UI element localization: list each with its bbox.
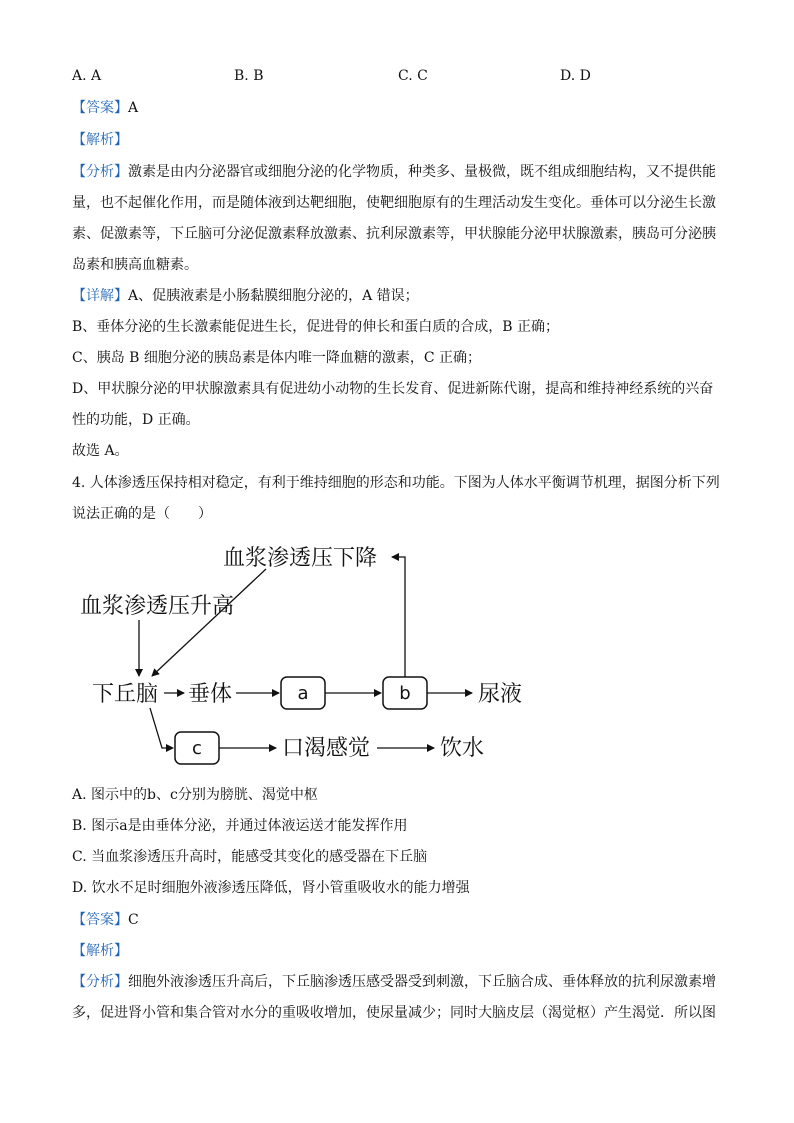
answer-value: C (128, 912, 139, 928)
q4-option-c: C. 当血浆渗透压升高时，能感受其变化的感受器在下丘脑 (72, 849, 428, 865)
q4-option-d: D. 饮水不足时细胞外液渗透压降低，肾小管重吸收水的能力增强 (72, 880, 470, 896)
xiangjie-tag: 【详解】 (72, 288, 128, 304)
fenxi-text: 细胞外液渗透压升高后，下丘脑渗透压感受器受到刺激，下丘脑合成、垂体释放的抗利尿激素增 (128, 974, 716, 990)
option-c: C. C (398, 68, 428, 84)
option-b: B. B (234, 68, 264, 84)
option-a: A. A (72, 68, 102, 84)
node-drink-water: 饮水 (440, 736, 485, 761)
q3-fenxi-line: 岛素和胰高血糖素。 (72, 257, 198, 273)
q4-analysis-tag: 【解析】 (72, 943, 128, 959)
q3-fenxi-line: 量，也不起催化作用，而是随体液到达靶细胞，使靶细胞原有的生理活动发生变化。垂体可以分泌生长激 (72, 195, 716, 211)
node-plasma-osmotic-increase: 血浆渗透压升高 (80, 594, 235, 619)
answer-tag: 【答案】 (72, 100, 128, 116)
answer-value: A (128, 100, 139, 116)
q3-xiangjie-line: D、甲状腺分泌的甲状腺激素具有促进幼小动物的生长发育、促进新陈代谢，提高和维持神经系统的兴奋 (72, 381, 714, 397)
q4-answer (72, 910, 139, 930)
box-c-label: c (192, 738, 202, 759)
q4-option-b: B. 图示a是由垂体分泌，并通过体液运送才能发挥作用 (72, 818, 408, 834)
q3-xiangjie-line: 性的功能，D 正确。 (72, 412, 200, 428)
node-hypothalamus: 下丘脑 (92, 682, 159, 707)
q4-stem-line: 4. 人体渗透压保持相对稳定，有利于维持细胞的形态和功能。下图为人体水平衡调节机理，据图分析下列 (72, 475, 720, 491)
node-pituitary: 垂体 (188, 682, 233, 707)
xiangjie-text: A、促胰液素是小肠黏膜细胞分泌的，A 错误； (128, 288, 419, 304)
q4-stem-line: 说法正确的是（ ） (72, 506, 212, 522)
fenxi-tag: 【分析】 (72, 164, 128, 180)
option-d: D. D (560, 68, 591, 84)
water-balance-diagram (70, 536, 540, 776)
answer-tag: 【答案】 (72, 912, 128, 928)
q3-xiangjie-line: B、垂体分泌的生长激素能促进生长，促进骨的伸长和蛋白质的合成，B 正确； (72, 319, 560, 335)
arrow-hypothalamus-to-c (150, 708, 173, 748)
box-b-label: b (399, 683, 411, 704)
q3-answer (72, 98, 138, 118)
q4-fenxi-line (72, 972, 716, 992)
box-a-label: a (297, 683, 309, 704)
node-plasma-osmotic-decrease: 血浆渗透压下降 (223, 546, 378, 571)
q3-fenxi-line (72, 162, 716, 182)
q3-analysis-tag: 【解析】 (72, 132, 128, 148)
q3-conclusion: 故选 A。 (72, 443, 129, 459)
node-urine: 尿液 (478, 682, 523, 707)
q3-xiangjie-line (72, 286, 419, 306)
q4-fenxi-line: 多，促进肾小管和集合管对水分的重吸收增加，使尿量减少；同时大脑皮层（渴觉枢）产生渴觉．所以图 (72, 1005, 716, 1021)
arrow-decrease-to-hypothalamus (152, 569, 266, 676)
q3-fenxi-line: 素、促激素等，下丘脑可分泌促激素释放激素、抗利尿激素等，甲状腺能分泌甲状腺激素，胰岛可分泌胰 (72, 226, 716, 242)
fenxi-text: 激素是由内分泌器官或细胞分泌的化学物质，种类多、量极微，既不组成细胞结构，又不提供能 (128, 164, 716, 180)
q4-option-a: A. 图示中的b、c分别为膀胱、渴觉中枢 (72, 787, 318, 803)
node-thirst: 口渴感觉 (282, 736, 371, 761)
q3-xiangjie-line: C、胰岛 B 细胞分泌的胰岛素是体内唯一降血糖的激素，C 正确； (72, 350, 482, 366)
arrow-b-to-decrease (392, 557, 405, 677)
fenxi-tag: 【分析】 (72, 974, 128, 990)
